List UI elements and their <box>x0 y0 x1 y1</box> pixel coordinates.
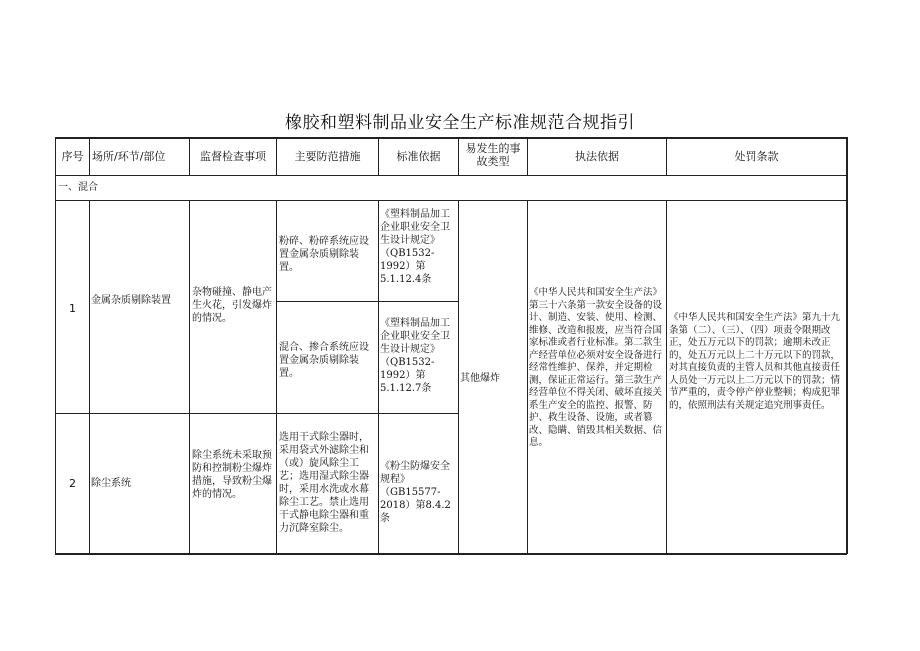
col-line-5b <box>458 200 459 554</box>
header-bottom-rule <box>55 175 847 176</box>
header-measures: 主要防范措施 <box>294 150 361 163</box>
accident-type: 其他爆炸 <box>460 373 500 384</box>
row1-seq: 1 <box>69 302 76 315</box>
row1-measures-a: 粉碎、粉碎系统应设置金属杂质剔除装置。 <box>279 236 369 273</box>
col-line-6b <box>527 200 528 554</box>
row1-standard-b: 《塑料制品加工企业职业安全卫生设计规定》（QB1532-1992）第5.1.12.7条 <box>380 318 450 394</box>
header-penalty: 处罚条款 <box>734 150 779 163</box>
col-line-7b <box>666 200 667 554</box>
header-seq: 序号 <box>61 150 84 163</box>
page-title: 橡胶和塑料制品业安全生产标准规范合规指引 <box>285 113 635 133</box>
header-accident: 易发生的事故类型 <box>465 142 521 168</box>
row1-standard-a: 《塑料制品加工企业职业安全卫生设计规定》（QB1532-1992）第5.1.12.4条 <box>380 209 450 285</box>
row2-measures: 选用干式除尘器时，采用袋式外滤除尘和（或）旋风除尘工艺；选用湿式除尘器时，采用水洗或水幕除尘工艺。禁止选用干式静电除尘器和重力沉降室除尘。 <box>279 432 369 534</box>
row2-inspect: 除尘系统未采取预防和控制粉尘爆炸措施，导致粉尘爆炸的情况。 <box>192 450 272 500</box>
header-place: 场所/环节/部位 <box>92 150 166 163</box>
col-line-4b <box>378 200 379 554</box>
table-border-bottom <box>55 553 847 555</box>
law-basis: 《中华人民共和国安全生产法》第三十六条第一款安全设备的设计、制造、安装、使用、检测、维修、改造和报废，应当符合国家标准或者行业标准。第二款生产经营单位必须对安全设备进行经常性维护、保养，并定期检测，保证正常运行。第三款生产经营单位不得关闭、破坏直接关系生产安全的监控、报警、防护、救生设备、设施，或者篡改、隐瞒、销毁其相关数据、信息。 <box>529 287 663 448</box>
header-inspect: 监督检查事项 <box>200 150 266 163</box>
header-law: 执法依据 <box>575 150 619 163</box>
row2-standard: 《粉尘防爆安全规程》（GB15577-2018）第8.4.2条 <box>380 461 451 524</box>
row1-measures-b: 混合、掺合系统应设置金属杂质剔除装置。 <box>279 342 369 379</box>
row2-seq: 2 <box>69 477 76 490</box>
row1a-bottom-rule <box>276 301 459 302</box>
section-label: 一、混合 <box>58 182 98 193</box>
row2-place: 除尘系统 <box>91 478 131 489</box>
section-bottom-rule <box>55 200 847 201</box>
col-line-2b <box>189 200 190 554</box>
col-line-5 <box>458 137 459 175</box>
col-line-3b <box>276 200 277 554</box>
col-line-1b <box>89 200 90 554</box>
col-line-8 <box>846 137 848 554</box>
row1-place: 金属杂质剔除装置 <box>91 295 171 306</box>
row1-bottom-rule <box>55 413 459 414</box>
col-line-0 <box>55 137 56 554</box>
header-standard: 标准依据 <box>396 150 441 163</box>
row1-inspect: 杂物碰撞、静电产生火花，引发爆炸的情况。 <box>192 287 272 324</box>
table-border-top <box>55 137 847 139</box>
penalty-clause: 《中华人民共和国安全生产法》第九十九条第（二）、（三）、（四）项责令限期改正，处五万元以下的罚款；逾期未改正的，处五万元以上二十万元以下的罚款，对其直接负责的主管人员和其他直接责任人员处一万元以上二万元以下的罚款；情节严重的，责令停产停业整顿；构成犯罪的，依照刑法有关规定追究刑事责任。 <box>669 312 841 411</box>
